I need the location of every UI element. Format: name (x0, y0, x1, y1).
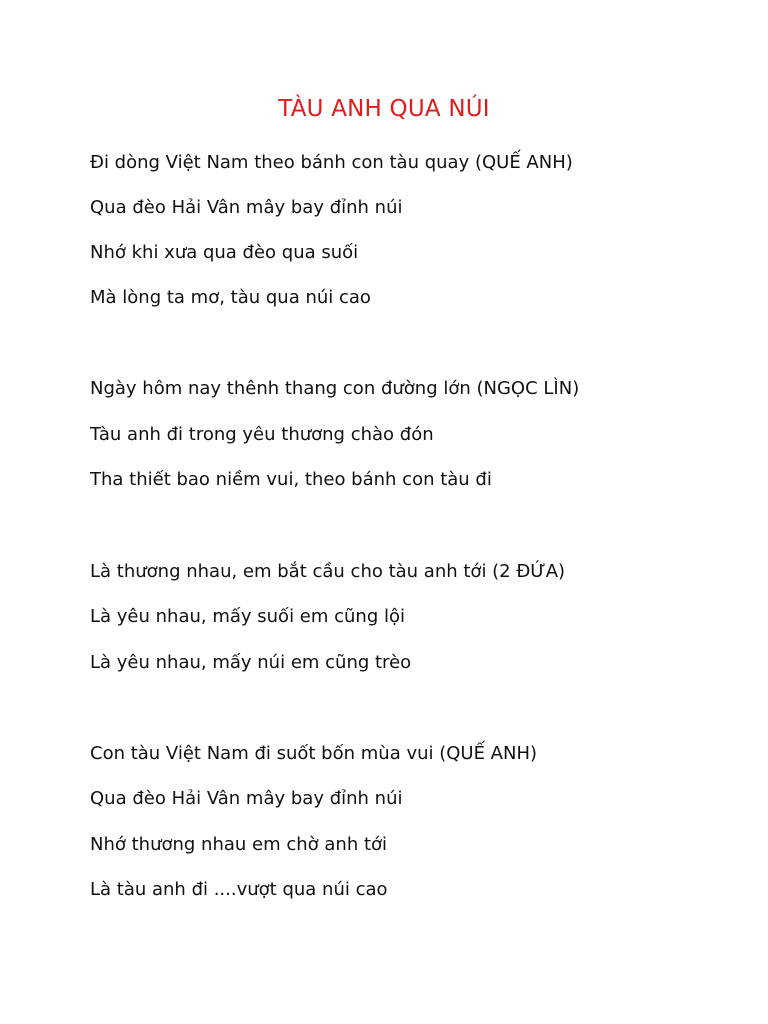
lyric-line: Ngày hôm nay thênh thang con đường lớn (NGỌC LÌN) (90, 378, 580, 399)
lyric-line: Mà lòng ta mơ, tàu qua núi cao (90, 287, 371, 308)
lyric-line: Là tàu anh đi ....vượt qua núi cao (90, 879, 388, 900)
song-title: TÀU ANH QUA NÚI (278, 96, 490, 122)
lyric-line: Nhớ thương nhau em chờ anh tới (90, 834, 388, 855)
lyric-line: Là thương nhau, em bắt cầu cho tàu anh tới (2 ĐỨA) (90, 561, 566, 582)
lyric-line: Nhớ khi xưa qua đèo qua suối (90, 242, 359, 263)
lyric-line: Là yêu nhau, mấy suối em cũng lội (90, 606, 405, 627)
lyric-line: Tàu anh đi trong yêu thương chào đón (90, 424, 434, 445)
lyric-line: Con tàu Việt Nam đi suốt bốn mùa vui (QUẾ ANH) (90, 743, 538, 764)
lyric-line: Qua đèo Hải Vân mây bay đỉnh núi (90, 788, 403, 809)
lyric-line: Qua đèo Hải Vân mây bay đỉnh núi (90, 197, 403, 218)
lyric-line: Đi dòng Việt Nam theo bánh con tàu quay (QUẾ ANH) (90, 152, 573, 173)
lyric-line: Là yêu nhau, mấy núi em cũng trèo (90, 652, 412, 673)
lyric-line: Tha thiết bao niềm vui, theo bánh con tàu đi (90, 469, 492, 490)
